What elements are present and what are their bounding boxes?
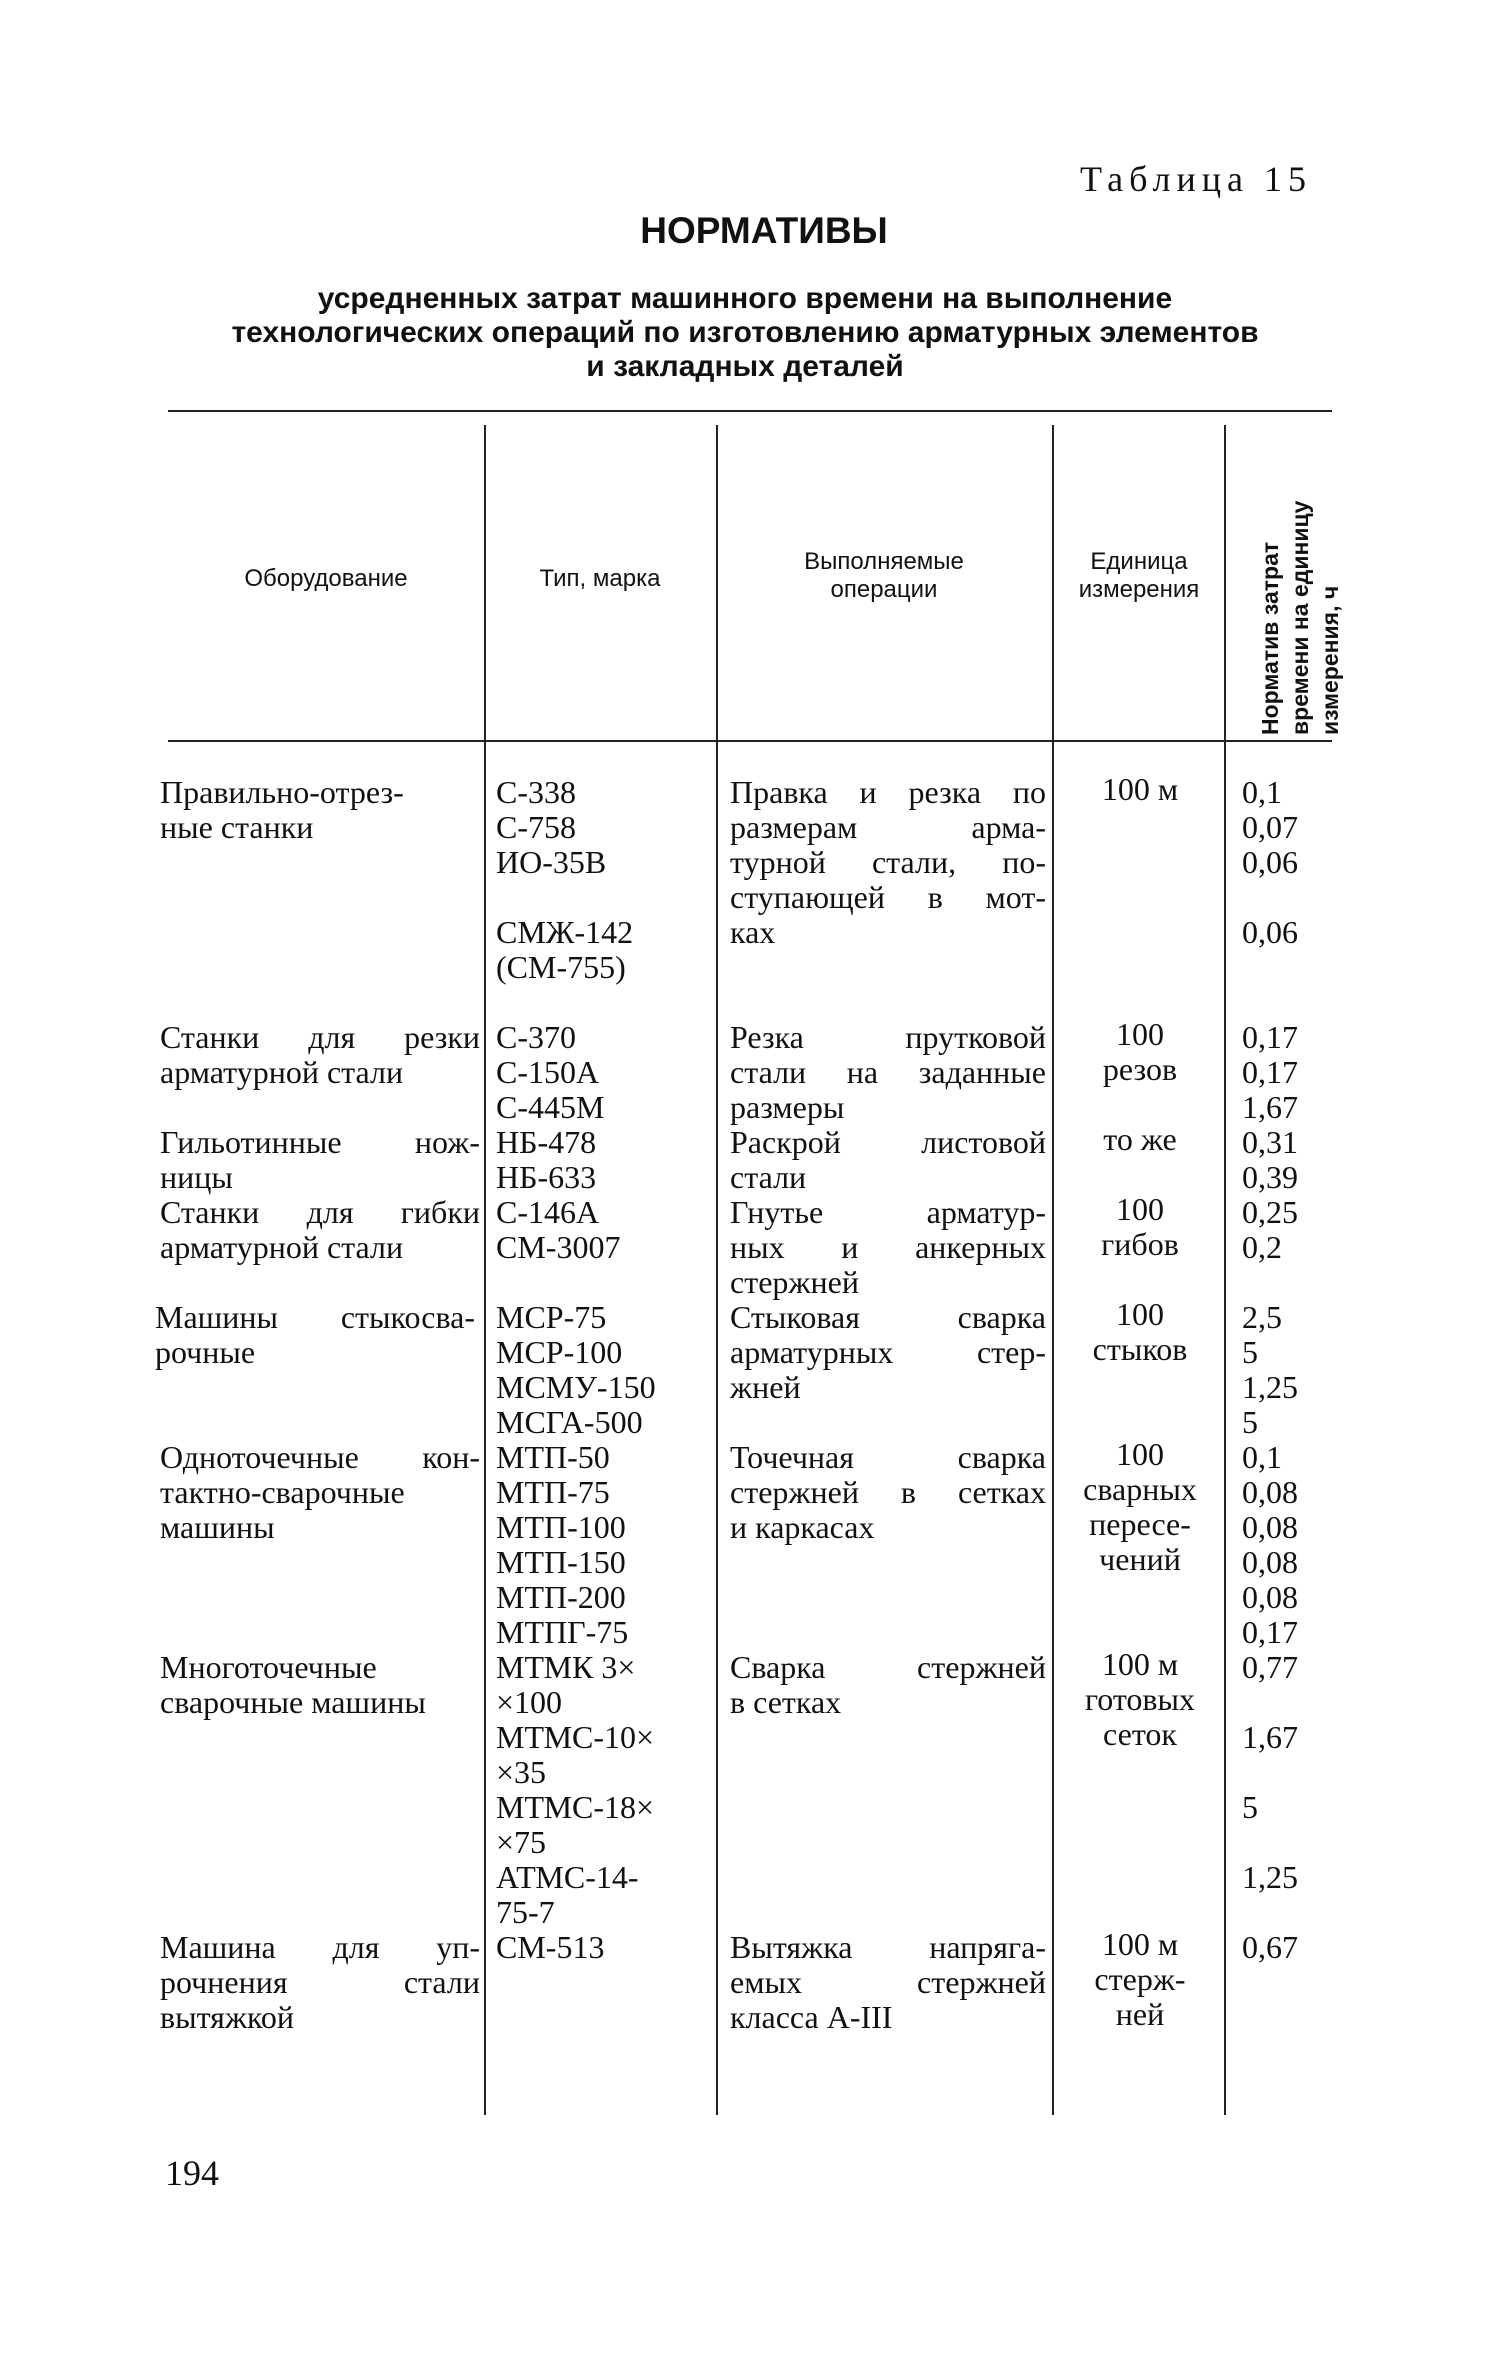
operations-line: класса А-III (730, 1999, 893, 2035)
norm-cell (1242, 1125, 1298, 1195)
operations-line: Точечная сварка (730, 1439, 1046, 1475)
operations-line: ных и анкерных (730, 1229, 1046, 1265)
column-divider (484, 425, 486, 2115)
equipment-line: ницы (160, 1159, 233, 1195)
type-line: МСР-100 (496, 1334, 623, 1370)
equipment-line: тактно-сварочные (160, 1474, 405, 1510)
operations-cell (730, 1440, 1046, 1545)
norm-value: 5 (1242, 1404, 1258, 1440)
type-line: СМЖ-142 (496, 914, 634, 950)
subtitle-line: технологических операций по изготовлению арматурных элементов (231, 316, 1259, 349)
operations-line: Стыковая сварка (730, 1299, 1046, 1335)
equipment-cell (160, 1930, 480, 2035)
norm-value: 2,5 (1242, 1299, 1282, 1335)
equipment-cell (155, 1300, 475, 1370)
equipment-cell (160, 1020, 480, 1090)
type-cell (496, 1195, 620, 1265)
operations-line: размерам арма- (730, 809, 1046, 845)
unit-cell (1060, 772, 1220, 807)
equipment-cell (160, 1440, 480, 1545)
column-divider (716, 425, 718, 2115)
unit-line: чений (1099, 1541, 1181, 1577)
type-line: ×75 (496, 1824, 547, 1860)
type-line: С-758 (496, 809, 576, 845)
operations-cell (730, 1930, 1046, 2035)
norm-cell (1242, 1020, 1298, 1125)
unit-cell (1060, 1192, 1220, 1262)
norm-value: 0,06 (1242, 844, 1298, 880)
operations-line: Раскрой листовой (730, 1124, 1046, 1160)
unit-line: сварных (1083, 1471, 1197, 1507)
unit-cell (1060, 1122, 1220, 1157)
type-cell (496, 1930, 604, 1965)
page-title: НОРМАТИВЫ (640, 210, 888, 251)
operations-line: Резка прутковой (730, 1019, 1046, 1055)
operations-cell (730, 1125, 1046, 1195)
equipment-line: Многоточечные (160, 1649, 377, 1685)
operations-line: ступающей в мот- (730, 879, 1046, 915)
type-line: СМ-513 (496, 1929, 605, 1965)
norm-value: 5 (1242, 1789, 1258, 1825)
equipment-line: Гильотинные нож- (160, 1124, 480, 1160)
header-unit-line: измерения (1078, 576, 1200, 603)
norm-value: 1,67 (1242, 1089, 1298, 1125)
type-line: С-338 (496, 774, 576, 810)
operations-line: емых стержней (730, 1964, 1046, 2000)
operations-line: Правка и резка по (730, 774, 1046, 810)
equipment-line: Правильно-отрез- (160, 774, 404, 810)
column-divider (1224, 425, 1226, 2115)
header-operations-line: Выполняемые (804, 548, 964, 575)
type-line: МТП-75 (496, 1474, 610, 1510)
norm-cell (1242, 1440, 1298, 1650)
type-cell (496, 1300, 656, 1440)
operations-line: ках (730, 914, 776, 950)
header-norm (1255, 435, 1345, 735)
column-divider (1052, 425, 1054, 2115)
operations-line: в сетках (730, 1684, 842, 1720)
equipment-cell (160, 775, 480, 845)
equipment-line: арматурной стали (160, 1054, 404, 1090)
unit-cell (1060, 1437, 1220, 1577)
type-line: МТМС-10× (496, 1719, 655, 1755)
norm-cell (1242, 775, 1298, 950)
subtitle-line: усредненных затрат машинного времени на выполнение (317, 282, 1173, 315)
norm-value: 0,06 (1242, 914, 1298, 950)
norm-value: 0,17 (1242, 1054, 1298, 1090)
norm-value: 0,1 (1242, 1439, 1282, 1475)
type-cell (496, 1650, 654, 1930)
type-line: МСР-75 (496, 1299, 607, 1335)
type-line: МСМУ-150 (496, 1369, 656, 1405)
equipment-line: Машина для уп- (160, 1929, 480, 1965)
type-line: С-445М (496, 1089, 605, 1125)
operations-line: стали (730, 1159, 807, 1195)
page-number: 194 (165, 2153, 219, 2193)
operations-line: Гнутье арматур- (730, 1194, 1046, 1230)
operations-line: стали на заданные (730, 1054, 1046, 1090)
operations-line: турной стали, по- (730, 844, 1046, 880)
operations-cell (730, 1650, 1046, 1720)
norm-value: 0,08 (1242, 1509, 1298, 1545)
norm-value: 1,25 (1242, 1369, 1298, 1405)
equipment-cell (160, 1125, 480, 1195)
norm-value: 0,67 (1242, 1929, 1298, 1965)
unit-cell (1060, 1297, 1220, 1367)
header-unit (1054, 548, 1224, 604)
type-cell (496, 1125, 596, 1195)
type-cell (496, 775, 633, 985)
type-line: ИО-35В (496, 844, 607, 880)
equipment-line: машины (160, 1509, 275, 1545)
unit-line: 100 (1116, 1436, 1164, 1472)
type-line: ×100 (496, 1684, 563, 1720)
type-cell (496, 1020, 604, 1125)
unit-line: 100 м (1101, 771, 1179, 807)
unit-line: ней (1115, 1996, 1165, 2032)
header-unit-line: Единица (1090, 548, 1188, 575)
type-line: МТП-50 (496, 1439, 610, 1475)
type-line: МТПГ-75 (496, 1614, 629, 1650)
unit-line: 100 (1116, 1296, 1164, 1332)
operations-line: размеры (730, 1089, 845, 1125)
equipment-line: сварочные машины (160, 1684, 426, 1720)
equipment-line: рочнения стали (160, 1964, 480, 2000)
norm-cell (1242, 1930, 1298, 1965)
operations-line: стержней (730, 1264, 859, 1300)
unit-line: стыков (1092, 1331, 1188, 1367)
header-norm-line: времени на единицу (1287, 500, 1313, 735)
unit-cell (1060, 1927, 1220, 2032)
unit-line: 100 (1116, 1016, 1164, 1052)
equipment-line: Станки для гибки (160, 1194, 480, 1230)
table-number: Таблица 15 (1080, 159, 1312, 199)
operations-line: жней (730, 1369, 801, 1405)
type-line: С-150А (496, 1054, 600, 1090)
equipment-line: рочные (155, 1334, 256, 1370)
type-line: МТМК 3× (496, 1649, 636, 1685)
norm-value: 5 (1242, 1334, 1258, 1370)
subtitle-line: и закладных деталей (586, 350, 904, 383)
type-line: МТП-100 (496, 1509, 626, 1545)
type-line: С-370 (496, 1019, 576, 1055)
equipment-line: Станки для резки (160, 1019, 480, 1055)
operations-cell (730, 1195, 1046, 1300)
unit-line: пересе- (1089, 1506, 1191, 1542)
operations-line: Вытяжка напряга- (730, 1929, 1046, 1965)
norm-cell (1242, 1195, 1298, 1265)
unit-line: 100 м (1101, 1646, 1179, 1682)
operations-line: и каркасах (730, 1509, 875, 1545)
unit-line: стерж- (1094, 1961, 1186, 1997)
unit-line: 100 м (1101, 1926, 1179, 1962)
type-line: СМ-3007 (496, 1229, 621, 1265)
header-operations-line: операции (830, 576, 938, 603)
type-line: 75-7 (496, 1894, 555, 1930)
operations-cell (730, 1020, 1046, 1125)
norm-value: 0,08 (1242, 1474, 1298, 1510)
header-norm-line: измерения, ч (1317, 585, 1343, 735)
type-line: НБ-478 (496, 1124, 597, 1160)
equipment-line: Одноточечные кон- (160, 1439, 480, 1475)
norm-value: 1,25 (1242, 1859, 1298, 1895)
header-bottom-rule (168, 740, 1332, 742)
unit-cell (1060, 1017, 1220, 1087)
norm-value: 0,31 (1242, 1124, 1298, 1160)
type-line: МТП-150 (496, 1544, 626, 1580)
unit-line: резов (1102, 1051, 1178, 1087)
norm-value: 1,67 (1242, 1719, 1298, 1755)
norm-value: 0,08 (1242, 1544, 1298, 1580)
type-line: НБ-633 (496, 1159, 597, 1195)
unit-line: 100 (1116, 1191, 1164, 1227)
equipment-line: вытяжкой (160, 1999, 295, 2035)
operations-line: Сварка стержней (730, 1649, 1046, 1685)
equipment-cell (160, 1195, 480, 1265)
header-equipment: Оборудование (244, 565, 408, 592)
operations-cell (730, 775, 1046, 950)
type-line: (СМ-755) (496, 949, 626, 985)
norm-value: 0,17 (1242, 1019, 1298, 1055)
norm-value: 0,77 (1242, 1649, 1298, 1685)
header-type: Тип, марка (539, 565, 661, 592)
norm-value: 0,07 (1242, 809, 1298, 845)
type-line: МТМС-18× (496, 1789, 655, 1825)
norm-value: 0,1 (1242, 774, 1282, 810)
norm-value: 0,08 (1242, 1579, 1298, 1615)
operations-line: стержней в сетках (730, 1474, 1046, 1510)
equipment-cell (160, 1650, 480, 1720)
subtitle (150, 282, 1340, 384)
operations-line: арматурных стер- (730, 1334, 1046, 1370)
type-line: АТМС-14- (496, 1859, 639, 1895)
norm-value: 0,17 (1242, 1614, 1298, 1650)
unit-cell (1060, 1647, 1220, 1752)
type-line: С-146А (496, 1194, 600, 1230)
unit-line: готовых (1084, 1681, 1196, 1717)
header-operations (718, 548, 1050, 604)
type-line: ×35 (496, 1754, 547, 1790)
equipment-line: арматурной стали (160, 1229, 404, 1265)
norm-value: 0,39 (1242, 1159, 1298, 1195)
table-top-rule (168, 410, 1332, 412)
unit-line: сеток (1103, 1716, 1177, 1752)
unit-line: то же (1103, 1121, 1177, 1157)
norm-cell (1242, 1300, 1298, 1440)
equipment-line: Машины стыкосва- (155, 1299, 475, 1335)
type-line: МТП-200 (496, 1579, 626, 1615)
norm-value: 0,2 (1242, 1229, 1282, 1265)
type-line: МСГА-500 (496, 1404, 643, 1440)
unit-line: гибов (1101, 1226, 1179, 1262)
equipment-line: ные станки (160, 809, 314, 845)
norm-cell (1242, 1650, 1298, 1895)
norm-value: 0,25 (1242, 1194, 1298, 1230)
type-cell (496, 1440, 628, 1650)
header-norm-line: Норматив затрат (1257, 541, 1283, 735)
operations-cell (730, 1300, 1046, 1405)
